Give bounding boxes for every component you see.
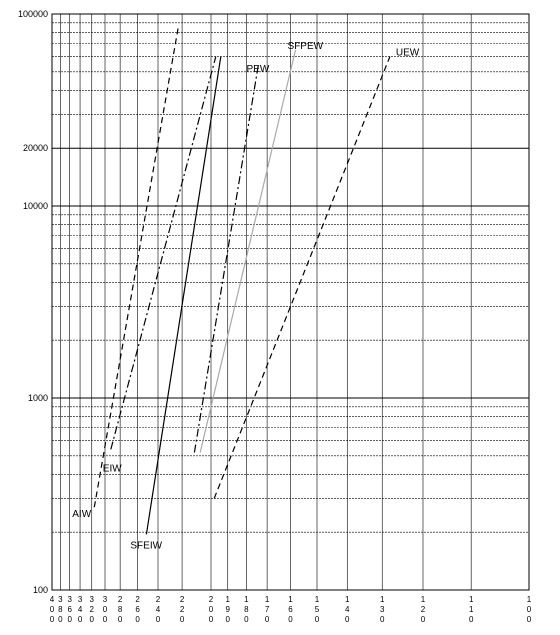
series-line-aiw	[94, 28, 178, 508]
x-tick-label: 3 4 0	[77, 595, 83, 624]
x-tick-label: 1 0 0	[526, 595, 532, 624]
grid	[52, 14, 529, 590]
y-tick-label: 100000	[17, 9, 48, 19]
x-tick-label: 1 8 0	[244, 595, 249, 624]
x-tick-label: 3 2 0	[89, 595, 94, 624]
x-tick-label: 1 7 0	[264, 595, 270, 624]
y-tick-labels	[18, 9, 48, 595]
y-tick-label: 1000	[27, 393, 48, 403]
x-tick-label: 3 6 0	[67, 595, 72, 624]
y-tick-label: 20000	[22, 143, 48, 154]
series-line-eiw	[111, 57, 216, 450]
x-tick-label: 3 8 0	[58, 595, 63, 624]
x-tick-labels	[50, 595, 532, 624]
series-labels	[72, 41, 420, 551]
series-label-aiw: AIW	[72, 509, 92, 521]
x-tick-label: 1 5 0	[314, 595, 320, 624]
x-tick-label: 2 6 0	[135, 595, 140, 624]
x-tick-label: 1 9 0	[225, 595, 230, 624]
x-tick-label: 1 1 0	[468, 595, 474, 624]
series-line-sfpew	[200, 50, 295, 453]
x-tick-label: 2 4 0	[155, 595, 161, 624]
x-tick-label: 1 2 0	[420, 595, 426, 624]
series-label-pew: PEW	[246, 63, 270, 75]
x-tick-label: 3 0 0	[102, 595, 108, 624]
series-label-eiw: EIW	[102, 463, 122, 475]
x-tick-label: 1 4 0	[345, 595, 350, 624]
series-line-uew	[214, 57, 390, 499]
series-label-sfpew: SFPEW	[287, 40, 324, 52]
x-tick-label: 2 2 0	[179, 595, 185, 624]
x-tick-label: 1 6 0	[288, 595, 293, 624]
x-tick-label: 2 0 0	[208, 595, 214, 624]
series-group	[94, 28, 390, 535]
x-tick-label: 4 0 0	[49, 595, 55, 624]
series-line-sfeiw	[146, 57, 220, 535]
series-label-uew: UEW	[395, 47, 420, 59]
x-tick-label: 1 3 0	[380, 595, 385, 624]
y-tick-label: 10000	[22, 201, 48, 211]
y-tick-label: 100	[32, 585, 48, 595]
series-label-sfeiw: SFEIW	[130, 540, 163, 552]
series-line-pew	[194, 64, 258, 453]
x-tick-label: 2 8 0	[117, 595, 123, 624]
